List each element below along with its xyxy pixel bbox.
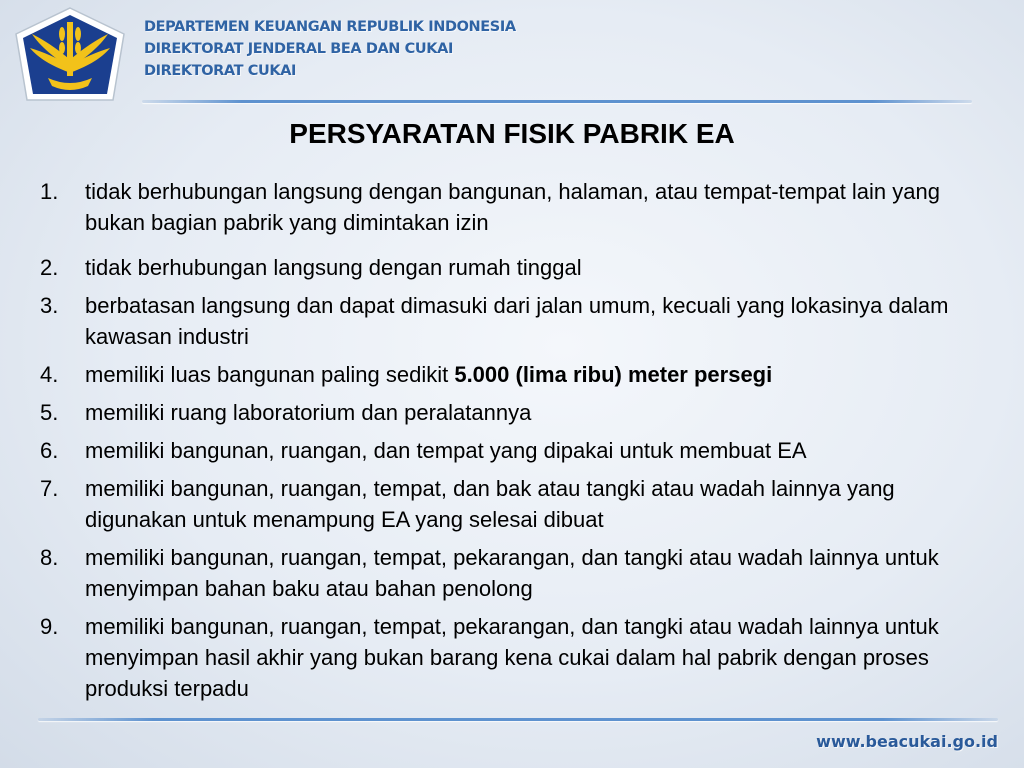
- item-text: memiliki ruang laboratorium dan peralatannya: [85, 400, 532, 425]
- list-item: [40, 611, 985, 704]
- list-item: [40, 473, 985, 535]
- list-item: [40, 176, 985, 238]
- list-item: [40, 252, 985, 283]
- item-text: memiliki bangunan, ruangan, tempat, pekarangan, dan tangki atau wadah lainnya untuk menyimpan bahan baku atau bahan penolong: [85, 545, 939, 601]
- item-text: memiliki bangunan, ruangan, tempat, pekarangan, dan tangki atau wadah lainnya untuk menyimpan hasil akhir yang bukan barang kena cukai dalam hal pabrik dengan proses produksi terpadu: [85, 614, 939, 701]
- item-number: 7.: [40, 476, 59, 501]
- list-item: [40, 397, 985, 428]
- list-item: [40, 359, 985, 390]
- footer-divider: [38, 718, 998, 721]
- requirements-list: [40, 176, 985, 711]
- item-text: memiliki bangunan, ruangan, tempat, dan bak atau tangki atau wadah lainnya yang digunakan untuk menampung EA yang selesai dibuat: [85, 476, 895, 532]
- list-item: [40, 435, 985, 466]
- item-text: tidak berhubungan langsung dengan bangunan, halaman, atau tempat-tempat lain yang bukan bagian pabrik yang dimintakan izin: [85, 179, 940, 235]
- header-line-directorate-general: DIREKTORAT JENDERAL BEA DAN CUKAI: [144, 41, 453, 57]
- item-number: 9.: [40, 614, 59, 639]
- header-line-ministry: DEPARTEMEN KEUANGAN REPUBLIK INDONESIA: [144, 19, 516, 35]
- list-item: [40, 290, 985, 352]
- item-number: 3.: [40, 293, 59, 318]
- item-number: 6.: [40, 438, 59, 463]
- ministry-emblem-icon: [10, 6, 130, 110]
- institution-header: [144, 16, 516, 82]
- list-item: [40, 542, 985, 604]
- item-number: 2.: [40, 255, 59, 280]
- item-number: 1.: [40, 179, 59, 204]
- item-text: tidak berhubungan langsung dengan rumah tinggal: [85, 255, 582, 280]
- website-url-link[interactable]: www.beacukai.go.id: [816, 732, 998, 751]
- item-text: memiliki bangunan, ruangan, dan tempat yang dipakai untuk membuat EA: [85, 438, 807, 463]
- slide-title: PERSYARATAN FISIK PABRIK EA: [289, 118, 735, 149]
- item-emphasis: 5.000 (lima ribu) meter persegi: [454, 362, 773, 387]
- item-text-container: [85, 359, 985, 390]
- item-number: 4.: [40, 362, 59, 387]
- item-text: memiliki luas bangunan paling sedikit: [85, 362, 455, 387]
- item-number: 8.: [40, 545, 59, 570]
- item-number: 5.: [40, 400, 59, 425]
- item-text: berbatasan langsung dan dapat dimasuki dari jalan umum, kecuali yang lokasinya dalam kawasan industri: [85, 293, 949, 349]
- header-line-directorate: DIREKTORAT CUKAI: [144, 63, 297, 79]
- header-divider: [142, 100, 972, 103]
